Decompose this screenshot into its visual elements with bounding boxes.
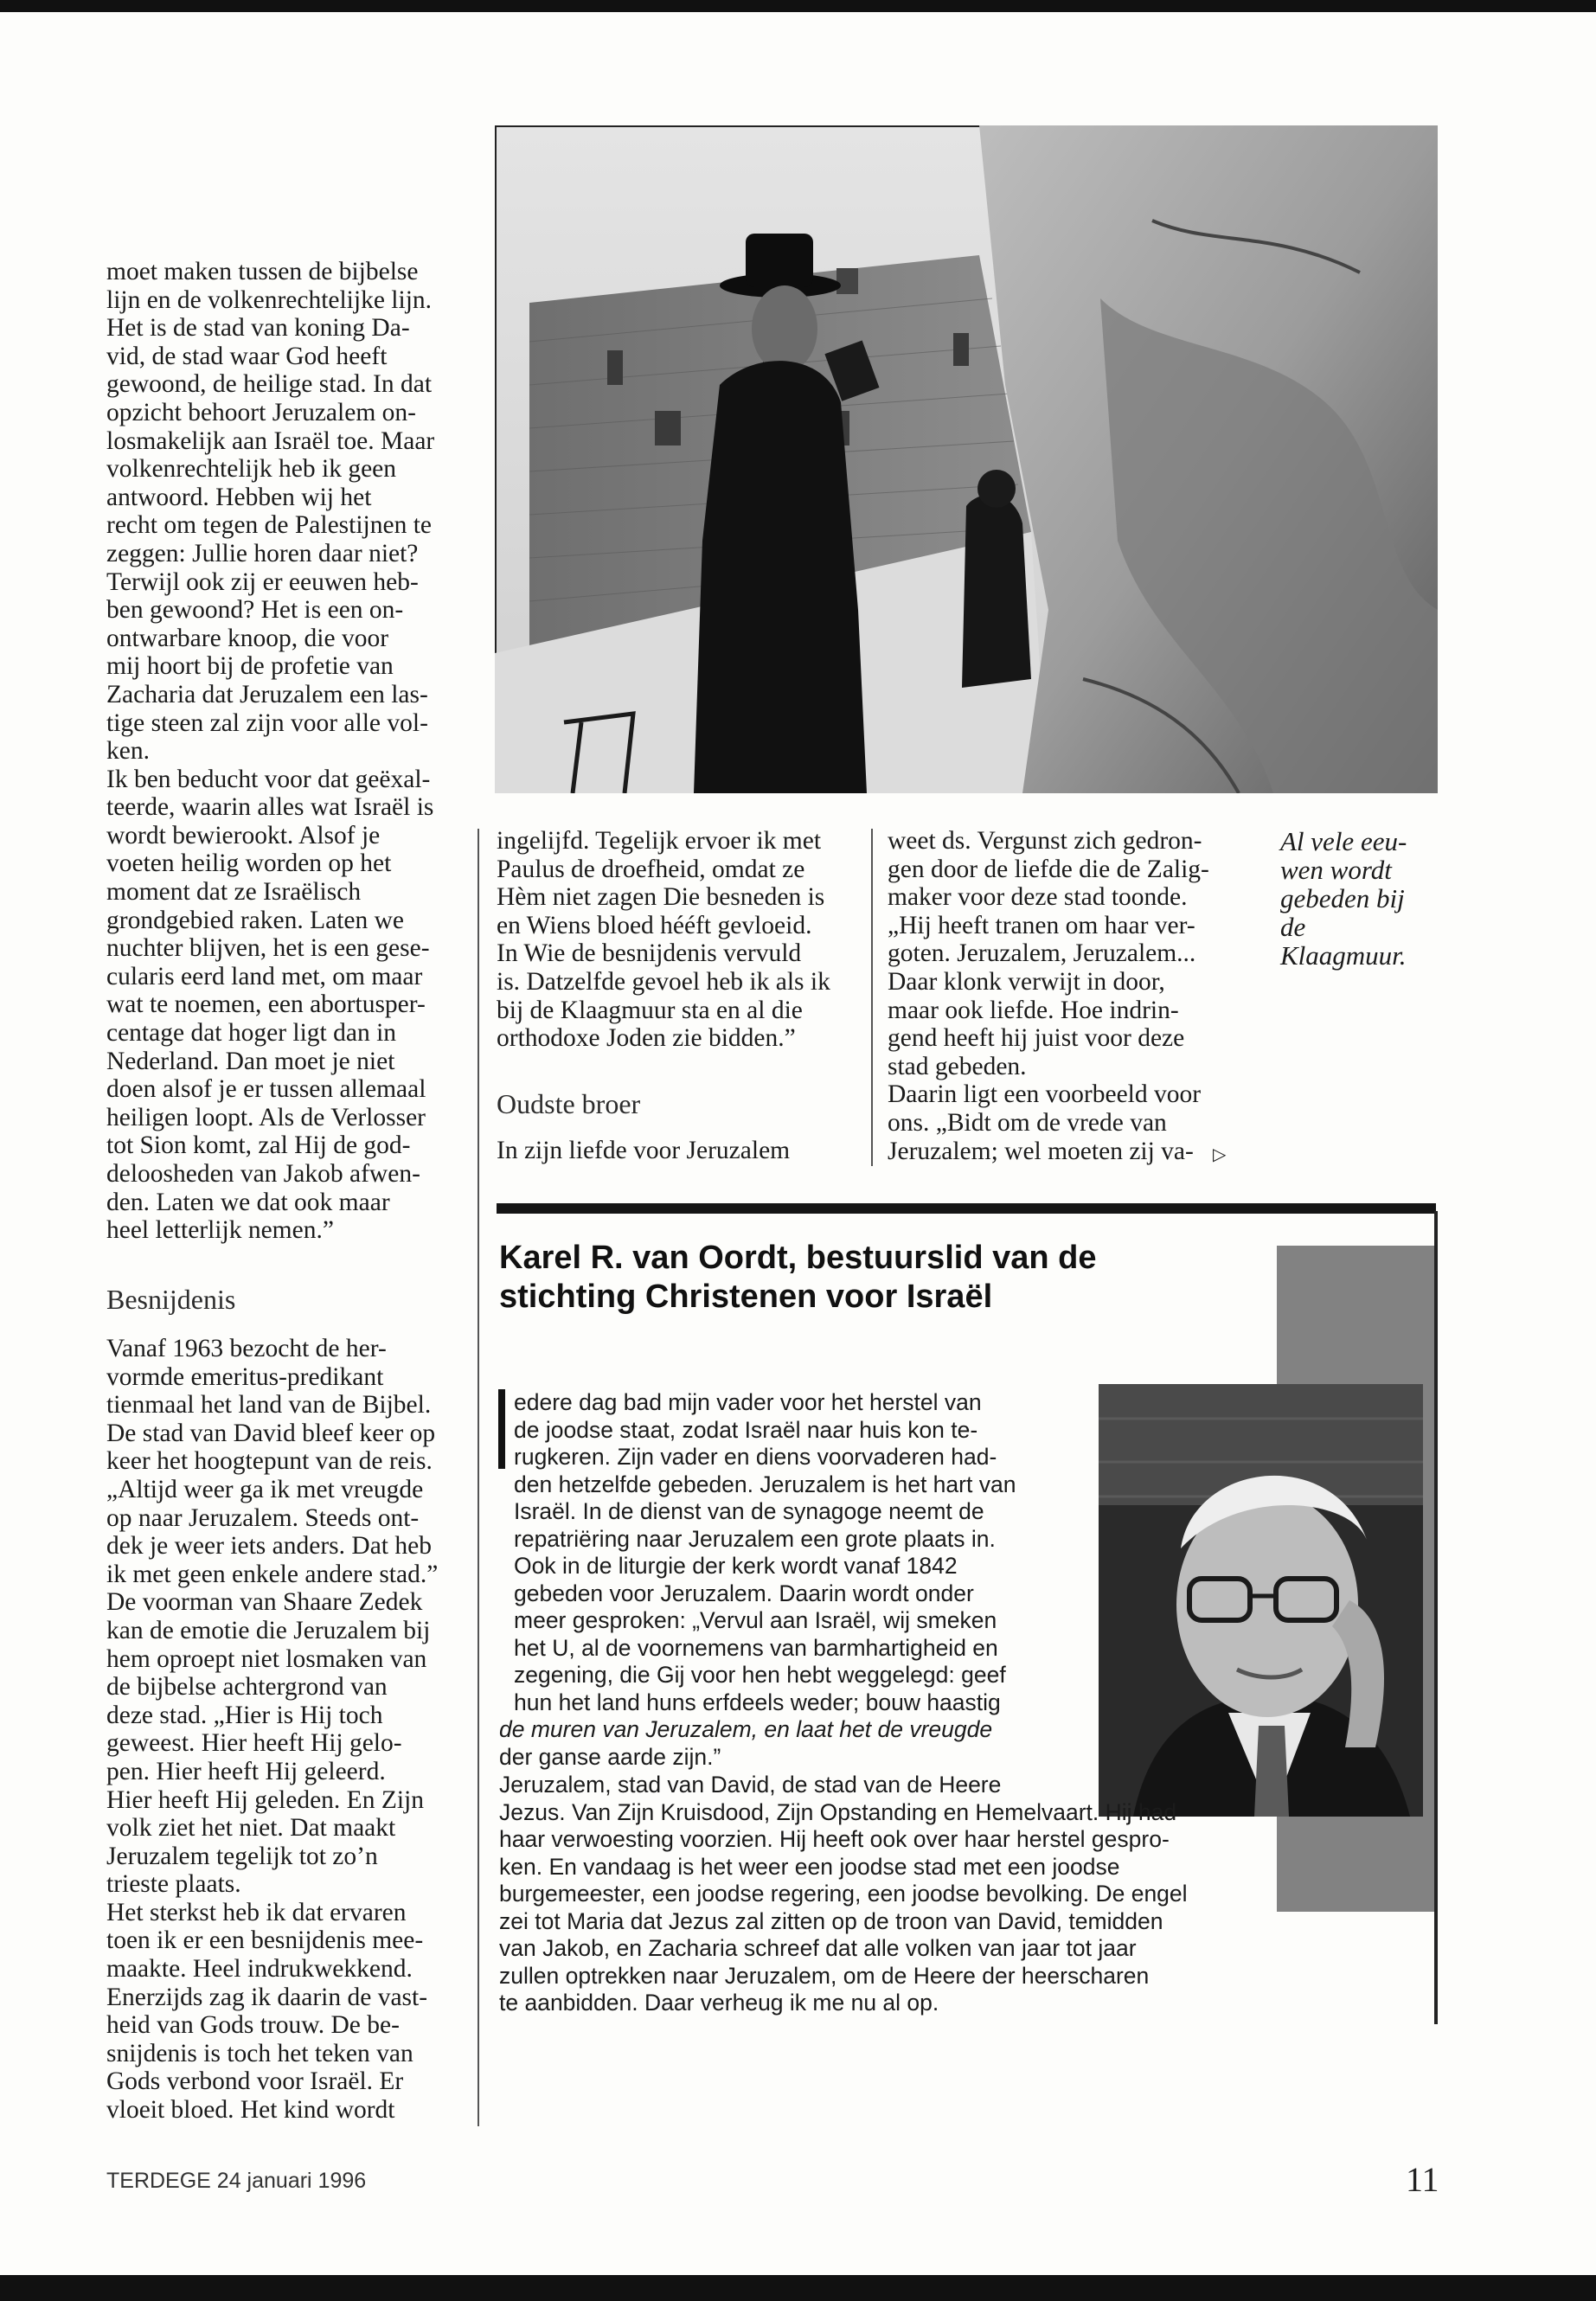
column-1b-text: Vanaf 1963 bezocht de her- vormde emeritus-predikant tienmaal het land van de Bijbel. De stad van David bleef keer op keer het hoogtepunt van de reis. „Altijd weer ga ik met vreugde op naar Jeruzalem. Steeds ont- dek je weer iets anders. Dat heb ik met geen enkele andere stad.” De voorman van Shaare Zedek kan de emotie die Jeruzalem bij hem oproept niet losmaken van de bijbelse achtergrond van deze stad. „Hier is Hij toch geweest. Hier heeft Hij gelo- pen. Hier heeft Hij geleerd. Hier heeft Hij geleden. En Zijn volk ziet het niet. Dat maakt Jeruzalem tegelijk tot zo’n trieste plaats. Het sterkst heb ik dat ervaren toen ik er een besnijdenis mee- maakte. Heel indrukwekkend. Enerzijds zag ik daarin de vast- heid van Gods trouw. De be- snijdenis is toch het teken van Gods verbond voor Israël. Er vloeit bloed. Het kind wordt [106, 1335, 439, 2125]
subhead-oudste-broer: Oudste broer [497, 1088, 641, 1119]
continue-arrow-icon: ▷ [1213, 1144, 1227, 1164]
column-2b-text: In zijn liefde voor Jeruzalem [497, 1137, 791, 1164]
subhead-besnijdenis: Besnijdenis [106, 1284, 236, 1315]
sidebar-top-rule [497, 1203, 1436, 1214]
column-rule-1 [478, 829, 479, 2126]
page-number: 11 [1406, 2160, 1439, 2199]
sidebar-text-narrow: edere dag bad mijn vader voor het herstel van de joodse staat, zodat Israël naar huis kon te- rugkeren. Zijn vader en diens voorvaderen had- den hetzelfde gebeden. Jeruzalem is het hart van Israël. In de dienst van de synagoge neemt de repatriëring naar Jeruzalem een grote plaats in. Ook in de liturgie der kerk wordt vanaf 1842 gebeden voor Jeruzalem. Daarin wordt onder meer gesproken: „Vervul aan Israël, wij smeken het U, al de voornemens van barmhartigheid en zegening, die Gij voor hen hebt weggelegd: geef hun het land huns erfdeels weder; bouw haastig [514, 1389, 1016, 1715]
sidebar-text-quote-end: der ganse aarde zijn.” [499, 1744, 721, 1770]
karel-van-oordt-portrait [1099, 1384, 1423, 1817]
sidebar-text-wide: Jeruzalem, stad van David, de stad van de Heere Jezus. Van Zijn Kruisdood, Zijn Opstanding en Hemelvaart. Hij had haar verwoesting voorzien. Hij heeft ook over haar herstel gespro- ken. En vandaag is het weer een joodse stad met een joodse burgemeester, een joodse regering, een joodse bevolking. De engel zei tot Maria dat Jezus zal zitten op de troon van David, temidden van Jakob, en Zacharia schreef dat alle volken van jaar tot jaar zullen optrekken naar Jeruzalem, om de Heere der heerscharen te aanbidden. Daar verheug ik me nu al op. [499, 1772, 1188, 2016]
footer-publication: TERDEGE 24 januari 1996 [106, 2169, 367, 2193]
column-3-text: weet ds. Vergunst zich gedron- gen door de liefde die de Zalig- maker voor deze stad toonde. „Hij heeft tranen om haar ver- goten. Jeruzalem, Jeruzalem... Daar klonk verwijt in door, maar ook liefde. Hoe indrin- gend heeft hij juist voor deze stad gebeden. Daarin ligt een voorbeeld voor ons. „Bidt om de vrede van Jeruzalem; wel moeten zij va- [888, 827, 1209, 1165]
column-rule-2 [871, 829, 873, 1166]
sidebar-text-italic: de muren van Jeruzalem, en laat het de vreugde [499, 1716, 993, 1742]
page-bottom-edge [0, 2275, 1596, 2301]
page-top-edge [0, 0, 1596, 12]
klaagmuur-photo [495, 125, 1438, 793]
column-1-text: moet maken tussen de bijbelse lijn en de volkenrechtelijke lijn. Het is de stad van koning Da- vid, de stad waar God heeft gewoond, de heilige stad. In dat opzicht behoort Jeruzalem on- losmakelijk aan Israël toe. Maar volkenrechtelijk heb ik geen antwoord. Hebben wij het recht om tegen de Palestijnen te zeggen: Jullie horen daar niet? Terwijl ook zij er eeuwen heb- ben gewoond? Het is een on- ontwarbare knoop, die voor mij hoort bij de profetie van Zacharia dat Jeruzalem een las- tige steen zal zijn voor alle vol- ken. Ik ben beducht voor dat geëxal- teerde, waarin alles wat Israël is wordt bewierookt. Alsof je voeten heilig worden op het moment dat ze Israëlisch grondgebied raken. Laten we nuchter blijven, het is een gese- cularis eerd land met, om maar wat te noemen, een abortusper- centage dat hoger ligt dan in Nederland. Dan moet je niet doen alsof je er tussen allemaal heiligen loopt. Als de Verlosser tot Sion komt, zal Hij de god- deloosheden van Jakob afwen- den. Laten we dat ook maar heel letterlijk nemen.” [106, 258, 435, 1245]
dropcap-i [498, 1389, 505, 1469]
photo-caption: Al vele eeu- wen wordt gebeden bij de Klaagmuur. [1280, 826, 1407, 971]
sidebar-right-rule [1434, 1211, 1438, 2024]
sidebar-headline: Karel R. van Oordt, bestuurslid van de stichting Christenen voor Israël [499, 1240, 1097, 1315]
column-2-text: ingelijfd. Tegelijk ervoer ik met Paulus de droefheid, omdat ze Hèm niet zagen Die besneden is en Wiens bloed hééft gevloeid. In Wie de besnijdenis vervuld is. Datzelfde gevoel heb ik als ik bij de Klaagmuur sta en al die orthodoxe Joden zie bidden.” [497, 827, 830, 1053]
